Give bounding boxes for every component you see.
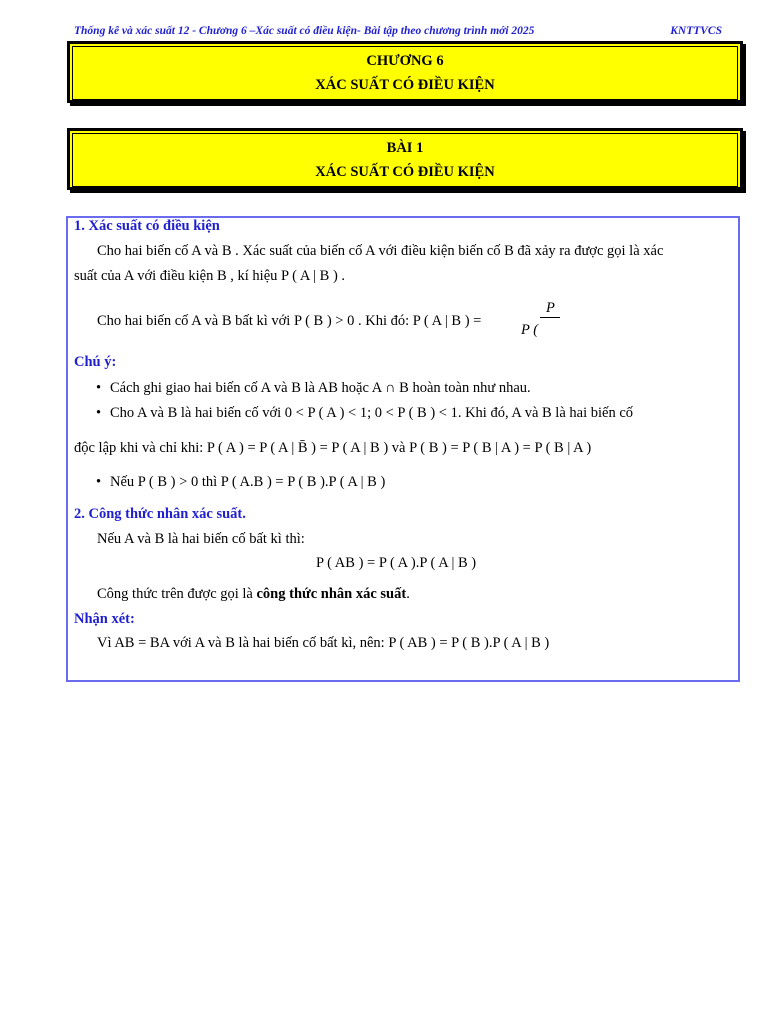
multiplication-name-suffix: . [406, 586, 410, 602]
chapter-number: CHƯƠNG 6 [366, 53, 444, 69]
multiplication-formula: P ( AB ) = P ( A ).P ( A | B ) [316, 555, 477, 571]
note-bullet-1-text: Cách ghi giao hai biến cố A và B là AB hoặc A ∩ B hoàn toàn như nhau. [110, 380, 531, 396]
note-bullet-2-text: Cho A và B là hai biến cố với 0 < P ( A ) < 1; 0 < P ( B ) < 1. Khi đó, A và B là hai biến cố [110, 405, 634, 421]
note-title: Chú ý: [74, 354, 117, 370]
note-bullet-3-text: Nếu P ( B ) > 0 thì P ( A.B ) = P ( B ).P ( A | B ) [110, 474, 386, 490]
bullet-icon: • [96, 474, 102, 490]
note-bullet-3 [96, 474, 385, 491]
bullet-icon: • [96, 405, 102, 421]
section-1-title: 1. Xác suất có điều kiện [74, 218, 220, 234]
note-bullet-2-continued: độc lập khi và chỉ khi: P ( A ) = P ( A | B̄ ) = P ( A | B ) và P ( B ) = P ( B | A ) = P ( B | A ) [74, 440, 592, 456]
note-bullet-2 [96, 405, 633, 422]
remark-title: Nhận xét: [74, 611, 135, 627]
header-title: Thống kê và xác suất 12 - Chương 6 –Xác suất có điều kiện- Bài tập theo chương trình mới 2025 [74, 25, 535, 37]
definition-line-1: Cho hai biến cố A và B . Xác suất của biến cố A với điều kiện biến cố B đã xảy ra được gọi là xác [97, 243, 664, 259]
lesson-number: BÀI 1 [386, 140, 424, 156]
fraction-bar [540, 317, 560, 318]
chapter-title: XÁC SUẤT CÓ ĐIỀU KIỆN [315, 77, 495, 93]
multiplication-name-prefix: Công thức trên được gọi là [97, 586, 257, 602]
lesson-title: XÁC SUẤT CÓ ĐIỀU KIỆN [315, 164, 495, 180]
lesson-banner [67, 128, 743, 190]
conditional-formula-text: Cho hai biến cố A và B bất kì với P ( B ) > 0 . Khi đó: P ( A | B ) = [97, 313, 482, 329]
section-2-title: 2. Công thức nhân xác suất. [74, 506, 246, 522]
page-header [74, 25, 722, 42]
remark-text: Vì AB = BA với A và B là hai biến cố bất kì, nên: P ( AB ) = P ( B ).P ( A | B ) [97, 635, 550, 651]
chapter-banner [67, 41, 743, 103]
note-bullet-1 [96, 380, 531, 397]
bullet-icon: • [96, 380, 102, 396]
definition-line-2: suất của A với điều kiện B , kí hiệu P ( A | B ) . [74, 268, 346, 284]
multiplication-name-line [97, 586, 410, 603]
header-code: KNTTVCS [670, 25, 722, 37]
fraction-denominator: P ( [521, 322, 539, 338]
multiplication-name-bold: công thức nhân xác suất [256, 586, 407, 602]
fraction-numerator: P [546, 300, 555, 316]
multiplication-intro: Nếu A và B là hai biến cố bất kì thì: [97, 531, 305, 547]
